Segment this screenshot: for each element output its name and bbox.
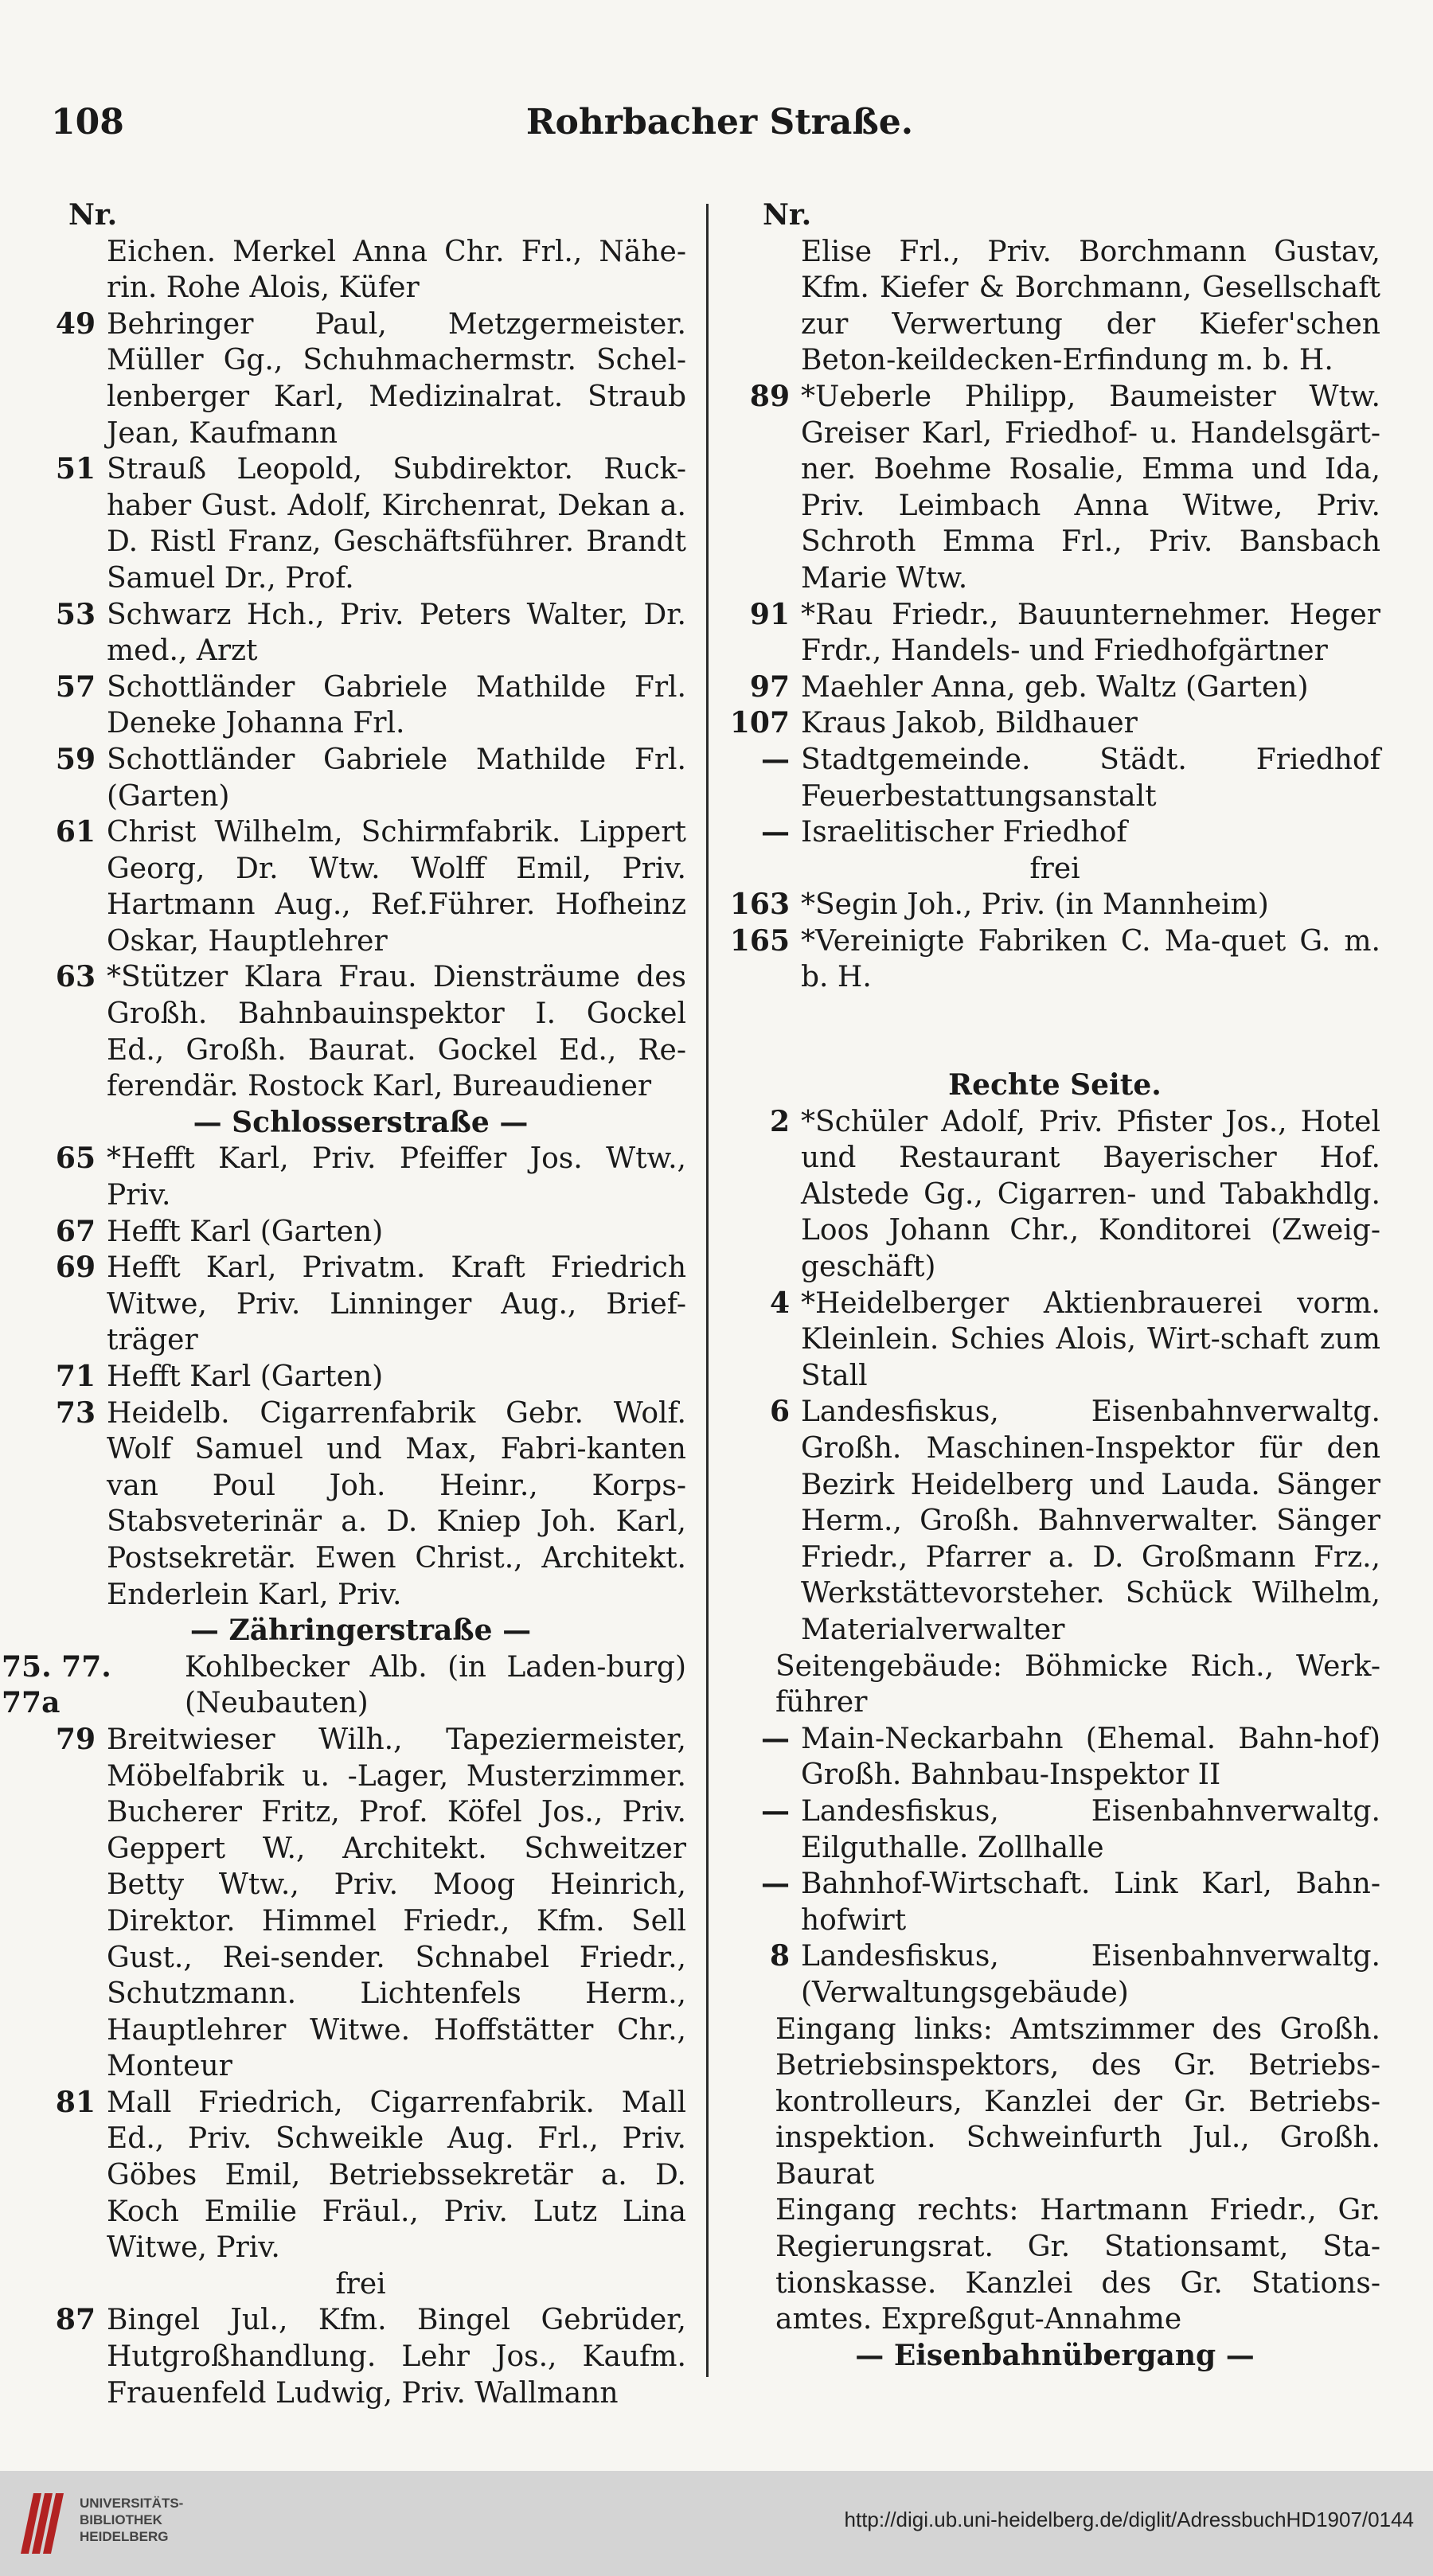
source-url-link[interactable]: http://digi.ub.uni-heidelberg.de/diglit/AdressbuchHD1907/0144 <box>844 2508 1414 2531</box>
entry-text: Eingang links: Amtszimmer des Großh. Betriebsinspektors, des Gr. Betriebs-kontrolleurs, Kanzlei der Gr. Betriebs-inspektion. Schweinfurth Jul., Großh. Baurat <box>775 2012 1380 2191</box>
entry-text: Stadtgemeinde. Städt. Friedhof Feuerbestattungsanstalt <box>801 743 1380 813</box>
address-entry <box>729 669 1380 706</box>
page-header <box>51 102 1388 158</box>
section-heading: frei <box>1029 852 1080 885</box>
entry-text: Kohlbecker Alb. (in Laden-burg) (Neubauten) <box>185 1650 686 1720</box>
house-number: 107 <box>729 706 790 740</box>
entry-text: Schwarz Hch., Priv. Peters Walter, Dr. med., Arzt <box>107 598 686 668</box>
entry-text: *Heidelberger Aktienbrauerei vorm. Kleinlein. Schies Alois, Wirt-schaft zum Stall <box>801 1286 1380 1392</box>
address-entry <box>35 1722 686 2085</box>
address-entry <box>729 887 1380 923</box>
house-number: 61 <box>55 815 96 849</box>
section-heading: Rechte Seite. <box>948 1068 1162 1103</box>
house-number: 89 <box>749 379 790 413</box>
entry-text: Strauß Leopold, Subdirektor. Ruck-haber Gust. Adolf, Kirchenrat, Dekan a. D. Ristl Franz, Geschäftsführer. Brandt Samuel Dr., Prof. <box>107 453 686 595</box>
entry-text: Hefft Karl (Garten) <box>107 1360 384 1393</box>
address-entry <box>729 1866 1380 1938</box>
address-entry <box>729 705 1380 742</box>
house-number: 71 <box>55 1360 96 1393</box>
address-entry <box>35 597 686 669</box>
section-spacer <box>729 996 1380 1067</box>
house-number: 97 <box>749 669 790 704</box>
address-entry <box>35 306 686 451</box>
house-number: 67 <box>55 1214 96 1248</box>
address-entry <box>729 814 1380 851</box>
section-heading: frei <box>335 2267 386 2301</box>
house-number: 49 <box>55 306 96 341</box>
entry-text: Bahnhof-Wirtschaft. Link Karl, Bahn-hofwirt <box>801 1868 1380 1937</box>
entry-text: *Hefft Karl, Priv. Pfeiffer Jos. Wtw., Priv. <box>107 1142 686 1212</box>
entry-text: *Ueberle Philipp, Baumeister Wtw. Greiser Karl, Friedhof- u. Handelsgärt-ner. Boehme Rosalie, Emma und Ida, Priv. Leimbach Anna Witwe, Priv. Schroth Emma Frl., Priv. Bansbach Marie Wtw. <box>801 380 1380 595</box>
entry-text: Kraus Jakob, Bildhauer <box>801 707 1138 740</box>
left-column <box>2 197 686 2411</box>
house-number: 69 <box>55 1251 96 1285</box>
entry-text: Christ Wilhelm, Schirmfabrik. Lippert Georg, Dr. Wtw. Wolff Emil, Priv. Hartmann Aug., Ref.Führer. Hofheinz Oskar, Hauptlehrer <box>107 816 686 958</box>
entry-text: Elise Frl., Priv. Borchmann Gustav, Kfm. Kiefer & Borchmann, Gesellschaft zur Verwertung der Kiefer'schen Beton-keildecken-Erfindung m. b. H. <box>801 235 1380 377</box>
house-number: 81 <box>55 2085 96 2119</box>
house-number: — <box>761 815 790 849</box>
house-number: 4 <box>769 1286 790 1320</box>
section-heading: — Eisenbahnübergang — <box>855 2338 1255 2372</box>
address-entry <box>35 814 686 959</box>
library-name: UNIVERSITÄTS- BIBLIOTHEK HEIDELBERG <box>80 2496 184 2544</box>
address-entry <box>35 959 686 1104</box>
address-entry <box>729 1286 1380 1395</box>
address-entry <box>35 1359 686 1395</box>
column-label: Nr. <box>68 198 118 232</box>
house-number: 75. 77. 77a <box>2 1649 111 1720</box>
address-entry <box>729 1938 1380 2011</box>
house-number: 65 <box>55 1142 96 1176</box>
column-divider <box>706 204 709 2377</box>
entry-text: Mall Friedrich, Cigarrenfabrik. Mall Ed., Priv. Schweikle Aug. Frl., Priv. Göbes Emil, Betriebssekretär a. D. Koch Emilie Fräul., Priv. Lutz Lina Witwe, Priv. <box>107 2086 686 2265</box>
house-number: 2 <box>769 1104 790 1138</box>
address-entry <box>729 1394 1380 1648</box>
address-entry <box>35 234 686 306</box>
house-number: 91 <box>749 597 790 631</box>
right-column <box>729 197 1380 2374</box>
address-entry <box>729 742 1380 814</box>
address-entry <box>2 1649 686 1722</box>
address-entry <box>35 1250 686 1359</box>
entry-text: Schottländer Gabriele Mathilde Frl. Deneke Johanna Frl. <box>107 670 686 740</box>
entry-text: Schottländer Gabriele Mathilde Frl. (Garten) <box>107 743 686 813</box>
entry-text: *Vereinigte Fabriken C. Ma-quet G. m. b. H. <box>801 924 1380 994</box>
address-entry <box>35 2302 686 2411</box>
house-number: 63 <box>55 960 96 994</box>
entry-text: Hefft Karl (Garten) <box>107 1215 384 1248</box>
street-title: Rohrbacher Straße. <box>525 102 914 142</box>
entry-text: Eingang rechts: Hartmann Friedr., Gr. Regierungsrat. Gr. Stationsamt, Sta-tionskasse. Kanzlei des Gr. Stations-amtes. Expreßgut-Annahme <box>775 2194 1380 2336</box>
address-entry <box>729 923 1380 996</box>
address-entry <box>729 1649 1380 1721</box>
entry-text: Eichen. Merkel Anna Chr. Frl., Nähe-rin. Rohe Alois, Küfer <box>107 235 686 305</box>
house-number: 87 <box>55 2303 96 2337</box>
address-entry <box>35 669 686 742</box>
section-heading: — Schlosserstraße — <box>193 1105 529 1139</box>
entry-text: Bingel Jul., Kfm. Bingel Gebrüder, Hutgroßhandlung. Lehr Jos., Kaufm. Frauenfeld Ludwig, Priv. Wallmann <box>107 2304 686 2410</box>
entry-text: *Stützer Klara Frau. Diensträume des Großh. Bahnbauinspektor I. Gockel Ed., Großh. Baurat. Gockel Ed., Re-ferendär. Rostock Karl, Bureaudiener <box>107 961 686 1103</box>
entry-text: Landesfiskus, Eisenbahnverwaltg. (Verwaltungsgebäude) <box>801 1940 1380 2009</box>
address-entry <box>729 379 1380 597</box>
address-entry <box>35 742 686 814</box>
page-number: 108 <box>51 102 124 142</box>
entry-text: *Schüler Adolf, Priv. Pfister Jos., Hotel und Restaurant Bayerischer Hof. Alstede Gg., Cigarren- und Tabakhdlg. Loos Johann Chr., Konditorei (Zweig-geschäft) <box>801 1105 1380 1284</box>
house-number: 57 <box>55 669 96 704</box>
house-number: — <box>761 1867 790 1901</box>
entry-text: Behringer Paul, Metzgermeister. Müller Gg., Schuhmachermstr. Schel-lenberger Karl, Medizinalrat. Straub Jean, Kaufmann <box>107 307 686 450</box>
entry-text: Maehler Anna, geb. Waltz (Garten) <box>801 670 1309 704</box>
entry-text: Israelitischer Friedhof <box>801 816 1127 849</box>
library-logo-icon <box>18 2490 67 2557</box>
house-number: 59 <box>55 742 96 776</box>
house-number: — <box>761 1793 790 1828</box>
entry-text: Heidelb. Cigarrenfabrik Gebr. Wolf. Wolf Samuel und Max, Fabri-kanten van Poul Joh. Heinr., Korps-Stabsveterinär a. D. Kniep Joh. Karl, Postsekretär. Ewen Christ., Architekt. Enderlein Karl, Priv. <box>107 1396 686 1611</box>
address-entry <box>35 1141 686 1213</box>
house-number: 163 <box>729 888 790 922</box>
house-number: 51 <box>55 452 96 486</box>
entry-text: *Segin Joh., Priv. (in Mannheim) <box>801 888 1269 922</box>
house-number: 53 <box>55 597 96 631</box>
house-number: 79 <box>55 1722 96 1756</box>
entry-text: Seitengebäude: Böhmicke Rich., Werk-führer <box>775 1649 1380 1719</box>
address-entry <box>729 1721 1380 1793</box>
house-number: 165 <box>729 923 790 958</box>
address-entry <box>729 2192 1380 2337</box>
entry-text: Breitwieser Wilh., Tapeziermeister, Möbelfabrik u. -Lager, Musterzimmer. Bucherer Fritz, Prof. Köfel Jos., Priv. Geppert W., Architekt. Schweitzer Betty Wtw., Priv. Moog Heinrich, Direktor. Himmel Friedr., Kfm. Sell Gust., Rei-sender. Schnabel Friedr., Schutzmann. Lichtenfels Herm., Hauptlehrer Witwe. Hoffstätter Chr., Monteur <box>107 1723 686 2083</box>
house-number: 8 <box>769 1939 790 1973</box>
address-entry <box>35 1214 686 1251</box>
house-number: — <box>761 1721 790 1755</box>
entry-text: Landesfiskus, Eisenbahnverwaltg. Eilguthalle. Zollhalle <box>801 1794 1380 1864</box>
address-entry <box>35 451 686 596</box>
address-entry <box>35 2085 686 2266</box>
address-entry <box>729 597 1380 669</box>
section-heading: — Zähringerstraße — <box>189 1614 532 1648</box>
address-entry <box>729 2012 1380 2193</box>
address-entry <box>729 234 1380 379</box>
address-entry <box>729 1104 1380 1286</box>
address-entry <box>729 1793 1380 1866</box>
entry-text: *Rau Friedr., Bauunternehmer. Heger Frdr., Handels- und Friedhofgärtner <box>801 598 1380 668</box>
footer-bar <box>0 2471 1433 2576</box>
entry-text: Hefft Karl, Privatm. Kraft Friedrich Witwe, Priv. Linninger Aug., Brief-träger <box>107 1251 686 1357</box>
address-entry <box>35 1395 686 1614</box>
entry-text: Landesfiskus, Eisenbahnverwaltg. Großh. Maschinen-Inspektor für den Bezirk Heidelberg und Lauda. Sänger Herm., Großh. Bahnverwalter. Sänger Friedr., Pfarrer a. D. Großmann Frz., Werkstättevorsteher. Schück Wilhelm, Materialverwalter <box>801 1395 1380 1646</box>
house-number: — <box>761 742 790 776</box>
column-label: Nr. <box>763 198 812 232</box>
house-number: 73 <box>55 1395 96 1430</box>
house-number: 6 <box>769 1395 790 1429</box>
entry-text: Main-Neckarbahn (Ehemal. Bahn-hof) Großh. Bahnbau-Inspektor II <box>801 1722 1380 1792</box>
